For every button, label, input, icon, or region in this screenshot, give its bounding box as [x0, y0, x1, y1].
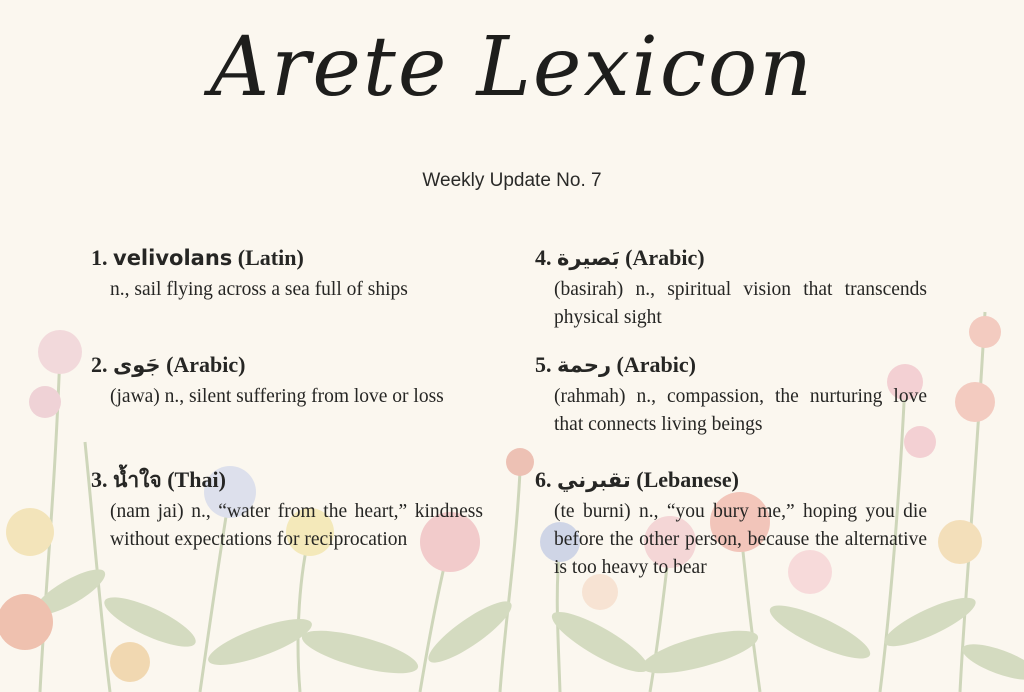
entry-heading: 5. رحمة (Arabic) — [535, 352, 696, 377]
entry-definition: (nam jai) n., “water from the heart,” kindness without expectations for reciprocation — [110, 501, 483, 550]
entry-heading: 4. بَصيرة (Arabic) — [535, 245, 705, 270]
entry-term: بَصيرة — [557, 246, 620, 270]
entry-definition: (rahmah) n., compassion, the nurturing love that connects living beings — [554, 386, 927, 435]
entry-term: น้ำใจ — [113, 468, 162, 492]
lexicon-entry — [535, 351, 935, 439]
page-subtitle: Weekly Update No. 7 — [422, 170, 602, 191]
entry-definition: (jawa) n., silent suffering from love or loss — [110, 386, 444, 407]
lexicon-entry — [535, 244, 935, 332]
entry-language: (Arabic) — [625, 245, 705, 270]
entry-heading: 3. น้ำใจ (Thai) — [91, 467, 226, 492]
lexicon-entry — [535, 466, 935, 582]
lexicon-entry — [91, 466, 491, 554]
entry-language: (Arabic) — [616, 352, 696, 377]
entry-term: جَوى — [113, 353, 161, 377]
entry-term: velivolans — [113, 246, 233, 270]
lexicon-entry — [91, 244, 491, 304]
entry-term: تقبرني — [557, 468, 631, 492]
entry-heading: 1. velivolans (Latin) — [91, 245, 304, 270]
entry-heading: 2. جَوى (Arabic) — [91, 352, 246, 377]
entry-language: (Lebanese) — [636, 467, 739, 492]
entry-term: رحمة — [557, 353, 612, 377]
lexicon-entry — [91, 351, 491, 411]
entry-language: (Arabic) — [166, 352, 246, 377]
page-title: Arete Lexicon — [209, 20, 815, 115]
entry-heading: 6. تقبرني (Lebanese) — [535, 467, 739, 492]
entry-definition: n., sail flying across a sea full of ships — [110, 279, 408, 300]
entry-language: (Latin) — [237, 245, 304, 270]
entry-definition: (te burni) n., “you bury me,” hoping you die before the other person, because the alternative is too heavy to bear — [554, 501, 927, 578]
entry-definition: (basirah) n., spiritual vision that transcends physical sight — [554, 279, 927, 328]
entry-language: (Thai) — [167, 467, 226, 492]
